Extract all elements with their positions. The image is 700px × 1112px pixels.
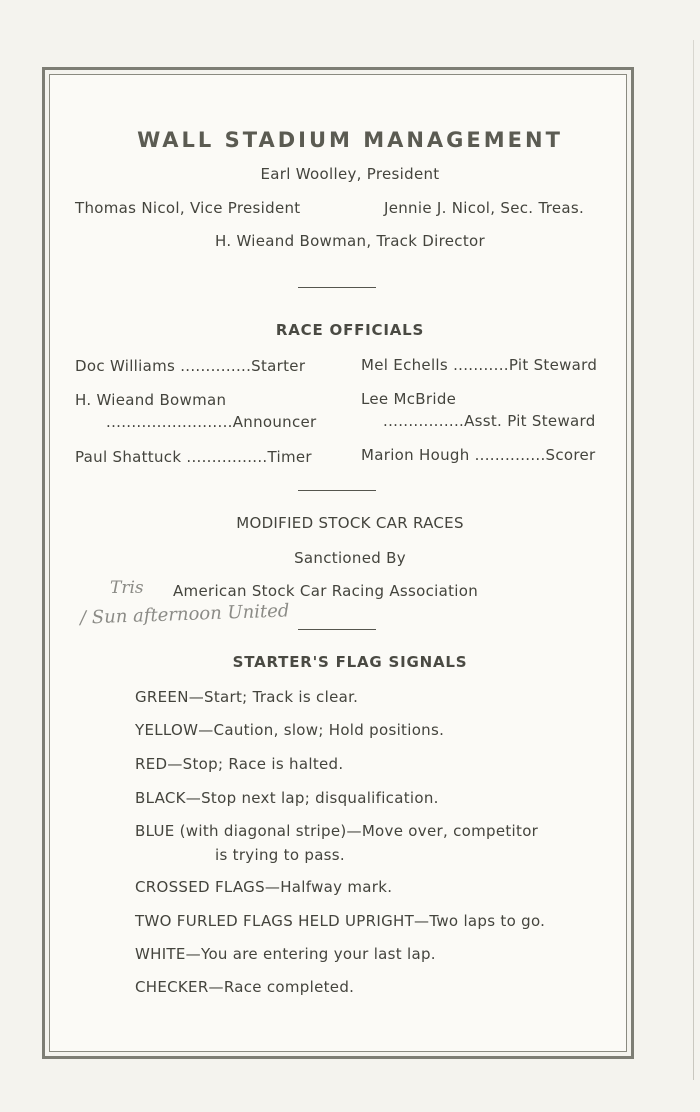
association-name: American Stock Car Racing Association [173, 582, 479, 600]
divider [298, 629, 376, 630]
divider [298, 490, 376, 491]
flag-signals-heading: STARTER'S FLAG SIGNALS [232, 653, 468, 671]
official-announcer-role: .........................Announcer [106, 413, 317, 431]
official-announcer-name: H. Wieand Bowman [75, 391, 227, 409]
handwritten-note: Tris [110, 578, 144, 598]
flag-green: GREEN—Start; Track is clear. [135, 688, 359, 706]
management-title: WALL STADIUM MANAGEMENT [137, 128, 563, 152]
official-scorer: Marion Hough ..............Scorer [361, 446, 596, 464]
official-timer: Paul Shattuck ................Timer [75, 448, 312, 466]
flag-yellow: YELLOW—Caution, slow; Hold positions. [135, 721, 445, 739]
modified-stock-car-heading: MODIFIED STOCK CAR RACES [236, 514, 464, 532]
president: Earl Woolley, President [260, 165, 440, 183]
flag-white: WHITE—You are entering your last lap. [135, 945, 436, 963]
official-starter: Doc Williams ..............Starter [75, 357, 306, 375]
vice-president: Thomas Nicol, Vice President [75, 199, 301, 217]
race-officials-heading: RACE OFFICIALS [275, 321, 425, 339]
handwritten-note: / Sun afternoon United [79, 600, 290, 629]
official-asst-role: ................Asst. Pit Steward [383, 412, 596, 430]
flag-blue: BLUE (with diagonal stripe)—Move over, competitor [135, 822, 539, 840]
flag-furled: TWO FURLED FLAGS HELD UPRIGHT—Two laps to go. [135, 912, 546, 930]
flag-checker: CHECKER—Race completed. [135, 978, 355, 996]
official-pit-steward: Mel Echells ...........Pit Steward [361, 356, 598, 374]
divider [298, 287, 376, 288]
track-director: H. Wieand Bowman, Track Director [215, 232, 485, 250]
flag-crossed: CROSSED FLAGS—Halfway mark. [135, 878, 393, 896]
sec-treas: Jennie J. Nicol, Sec. Treas. [384, 199, 585, 217]
official-asst-name: Lee McBride [361, 390, 457, 408]
sanctioned-by: Sanctioned By [294, 549, 406, 567]
flag-red: RED—Stop; Race is halted. [135, 755, 344, 773]
flag-black: BLACK—Stop next lap; disqualification. [135, 789, 439, 807]
flag-blue-continued: is trying to pass. [215, 846, 345, 864]
